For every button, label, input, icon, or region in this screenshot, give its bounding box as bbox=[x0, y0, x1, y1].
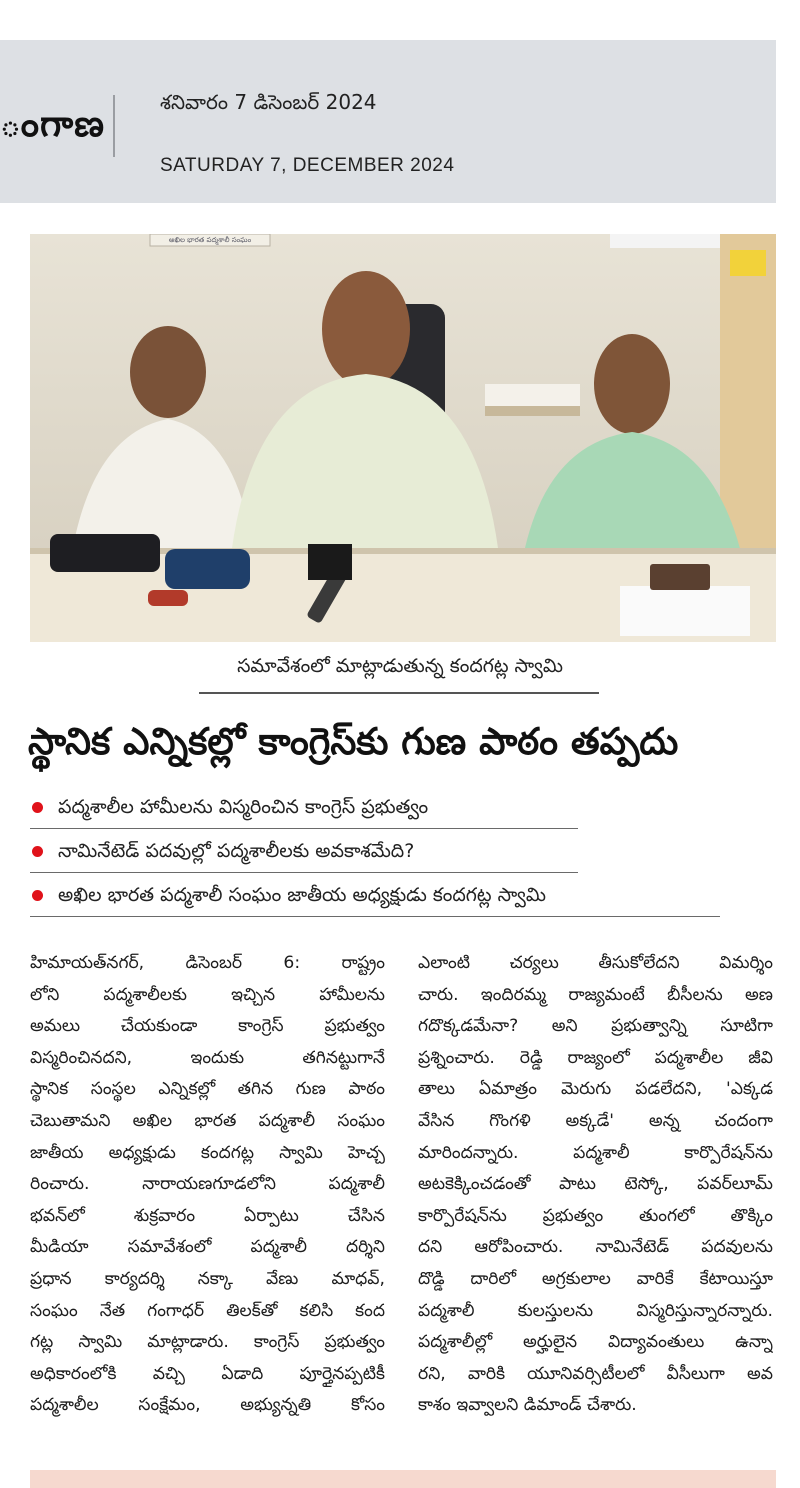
caption-rule bbox=[199, 692, 599, 694]
body-line: ప్రశ్నించారు. రెడ్డి రాజ్యంలో పద్మశాలీల జీవి bbox=[418, 1047, 773, 1068]
body-line: హిమాయత్‌నగర్, డిసెంబర్ 6: రాష్ట్రం bbox=[30, 953, 385, 973]
body-line: గట్ల స్వామి మాట్లాడారు. కాంగ్రెస్ ప్రభుత్వం bbox=[30, 1332, 385, 1353]
bullet-rule bbox=[30, 828, 578, 829]
body-line: రని, వారికి యూనివర్సిటీలలో వీసీలుగా అవ bbox=[418, 1363, 773, 1384]
body-line: దొడ్డి దారిలో అగ్రకులాల వారికే కేటాయిస్తూ bbox=[418, 1268, 773, 1289]
body-line: పద్మశాలీల్లో అర్హులైన విద్యావంతులు ఉన్నా bbox=[418, 1332, 773, 1353]
bullet-text: అఖిల భారత పద్మశాలీ సంఘం జాతీయ అధ్యక్షుడు కందగట్ల స్వామి bbox=[58, 884, 546, 906]
body-line: తాలు ఏమాత్రం మెరుగు పడలేదని, 'ఎక్కడ bbox=[418, 1079, 773, 1100]
bullet-item bbox=[30, 787, 750, 831]
body-line: అమలు చేయకుండా కాంగ్రెస్ ప్రభుత్వం bbox=[30, 1016, 385, 1037]
body-line: గదొక్కడమేనా? అని ప్రభుత్వాన్ని సూటిగా bbox=[418, 1016, 773, 1037]
bullet-item bbox=[30, 831, 750, 875]
masthead-title: ంగాణ bbox=[0, 104, 105, 145]
body-line: కాశం ఇవ్వాలని డిమాండ్ చేశారు. bbox=[418, 1395, 637, 1416]
bullet-rule bbox=[30, 916, 720, 917]
body-line: ప్రధాన కార్యదర్శి నక్కా వేణు మాధవ్, bbox=[30, 1268, 385, 1289]
date-header-band bbox=[0, 40, 776, 203]
body-line: చారు. ఇందిరమ్మ రాజ్యమంటే బీసీలను అణ bbox=[418, 984, 773, 1005]
bullet-item bbox=[30, 875, 750, 919]
photo-caption: సమావేశంలో మాట్లాడుతున్న కందగట్ల స్వామి bbox=[237, 655, 563, 677]
body-line: చెబుతామని అఖిల భారత పద్మశాలీ సంఘం bbox=[30, 1110, 385, 1131]
body-line: రించారు. నారాయణగూడలోని పద్మశాలీ bbox=[30, 1174, 385, 1195]
article-column-right bbox=[418, 948, 773, 1422]
body-line: మీడియా సమావేశంలో పద్మశాలీ దర్శిని bbox=[30, 1237, 385, 1258]
body-line: విస్మరించినదని, ఇందుకు తగినట్టుగానే bbox=[30, 1047, 385, 1068]
body-line: కార్పొరేషన్‌ను ప్రభుత్వం తుంగలో తొక్కిం bbox=[418, 1205, 773, 1226]
article-column-left bbox=[30, 948, 385, 1422]
body-line: స్థానిక సంస్థల ఎన్నికల్లో తగిన గుణ పాఠం bbox=[30, 1079, 385, 1100]
news-photo-illustration bbox=[30, 234, 776, 642]
bullet-text: నామినేటెడ్ పదవుల్లో పద్మశాలీలకు అవకాశమేది? bbox=[58, 840, 415, 862]
body-line: ఎలాంటి చర్యలు తీసుకోలేదని విమర్శిం bbox=[418, 953, 773, 973]
bullet-dot-icon bbox=[32, 802, 43, 813]
body-line: లోని పద్మశాలీలకు ఇచ్చిన హామీలను bbox=[30, 984, 385, 1005]
date-telugu: శనివారం 7 డిసెంబర్ 2024 bbox=[160, 90, 377, 114]
bullet-rule bbox=[30, 872, 578, 873]
footer-band bbox=[30, 1470, 776, 1488]
header-divider bbox=[113, 95, 115, 157]
highlight-bullets bbox=[30, 787, 750, 919]
body-line: సంఘం నేత గంగాధర్ తిలక్‌తో కలిసి కంద bbox=[30, 1300, 385, 1321]
news-photo bbox=[30, 234, 776, 642]
date-english: SATURDAY 7, DECEMBER 2024 bbox=[160, 155, 455, 176]
body-line: మారిందన్నారు. పద్మశాలీ కార్పొరేషన్‌ను bbox=[418, 1142, 773, 1163]
body-line: దని ఆరోపించారు. నామినేటెడ్ పదవులను bbox=[418, 1237, 773, 1258]
bullet-dot-icon bbox=[32, 846, 43, 857]
wall-sign-text: అఖిల భారత పద్మశాలీ సంఘం bbox=[168, 236, 252, 244]
body-line: అధికారంలోకి వచ్చి ఏడాది పూర్తైనప్పటికీ bbox=[30, 1363, 385, 1384]
body-line: పద్మశాలీ కులస్తులను విస్మరిస్తున్నారన్నారు. bbox=[418, 1300, 773, 1321]
body-line: జాతీయ అధ్యక్షుడు కందగట్ల స్వామి హెచ్చ bbox=[30, 1142, 385, 1163]
headline: స్థానిక ఎన్నికల్లో కాంగ్రెస్‌కు గుణ పాఠం తప్పదు bbox=[28, 720, 679, 763]
body-line: భవన్‌లో శుక్రవారం ఏర్పాటు చేసిన bbox=[30, 1205, 385, 1226]
body-line: పద్మశాలీల సంక్షేమం, అభ్యున్నతి కోసం bbox=[30, 1395, 385, 1416]
bullet-dot-icon bbox=[32, 890, 43, 901]
body-line: వేసిన గొంగళి అక్కడే' అన్న చందంగా bbox=[418, 1110, 773, 1131]
bullet-text: పద్మశాలీల హామీలను విస్మరించిన కాంగ్రెస్ ప్రభుత్వం bbox=[58, 796, 429, 818]
body-line: అటకెక్కించడంతో పాటు టెస్కో, పవర్‌లూమ్ bbox=[418, 1174, 773, 1195]
